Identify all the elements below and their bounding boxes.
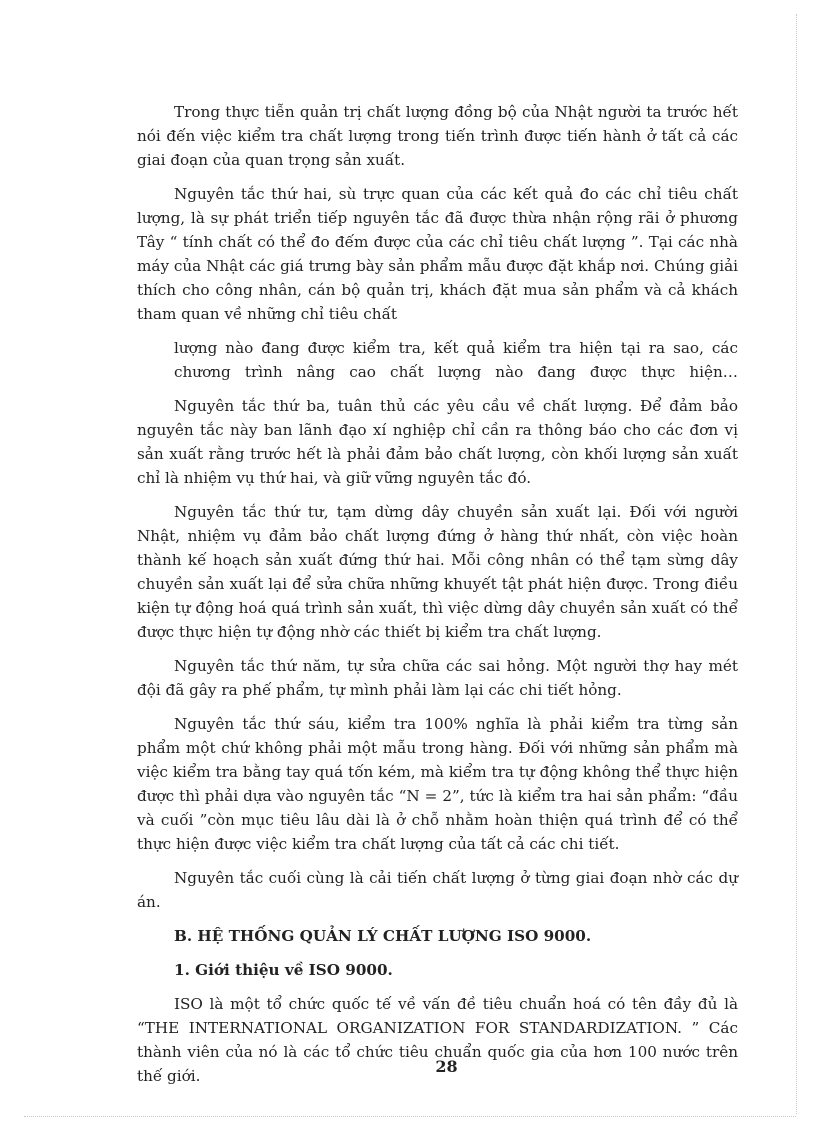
paragraph-final-principle: Nguyên tắc cuối cùng là cải tiến chất lượng ở từng giai đoạn nhờ các dự án. — [137, 869, 738, 911]
page-border-bottom — [24, 1116, 796, 1117]
paragraph-principle-two: Nguyên tắc thứ hai, sù trực quan của các kết quả đo các chỉ tiêu chất lượng, là sự phát triển tiếp nguyên tắc đã được thừa nhận rộng rãi ở phương Tây “ tính chất có thể đo đếm được của các chỉ tiêu chất lượng ”. Tại các nhà máy của Nhật các giá trưng bày sản phẩm mẫu được đặt khắp nơi. Chúng giải thích cho công nhân, cán bộ quản trị, khách đặt mua sản phẩm và cả khách tham quan về những chỉ tiêu chất — [137, 185, 738, 323]
paragraph-iso-description: ISO là một tổ chức quốc tế về vấn đề tiêu chuẩn hoá có tên đầy đủ là “THE INTERNATIONAL ORGANIZATION FOR STANDARDIZATION. ” Các thành viên của nó là các tổ chức tiêu chuẩn quốc gia của hơn 100 nước trên thế giới. — [137, 995, 738, 1085]
paragraph-principle-five: Nguyên tắc thứ năm, tự sửa chữa các sai hỏng. Một người thợ hay mét đội đã gây ra phế phẩm, tự mình phải làm lại các chi tiết hỏng. — [137, 657, 738, 699]
paragraph-japan-quality-control: Trong thực tiễn quản trị chất lượng đồng bộ của Nhật người ta trước hết nói đến việc kiểm tra chất lượng trong tiến trình được tiến hành ở tất cả các giai đoạn của quan trọng sản xuất. — [137, 103, 738, 169]
paragraph-principle-four: Nguyên tắc thứ tư, tạm dừng dây chuyền sản xuất lại. Đối với người Nhật, nhiệm vụ đảm bảo chất lượng đứng ở hàng thứ nhất, còn việc hoàn thành kế hoạch sản xuất đứng thứ hai. Mỗi công nhân có thể tạm sừng dây chuyền sản xuất lại để sửa chữa những khuyết tật phát hiện được. Trong điều kiện tự động hoá quá trình sản xuất, thì việc dừng dây chuyền sản xuất có thể được thực hiện tự động nhờ các thiết bị kiểm tra chất lượng. — [137, 503, 738, 641]
subsection-heading-iso-intro: 1. Giới thiệu về ISO 9000. — [174, 961, 393, 979]
page-number: 28 — [435, 1057, 458, 1076]
section-heading-iso-9000: B. HỆ THỐNG QUẢN LÝ CHẤT LƯỢNG ISO 9000. — [174, 927, 592, 945]
paragraph-principle-three: Nguyên tắc thứ ba, tuân thủ các yêu cầu về chất lượng. Để đảm bảo nguyên tắc này ban lãnh đạo xí nghiệp chỉ cần ra thông báo cho các đơn vị sản xuất rằng trước hết là phải đảm bảo chất lượng, còn khối lượng sản xuất chỉ là nhiệm vụ thứ hai, và giữ vững nguyên tắc đó. — [137, 397, 738, 487]
page-content — [137, 100, 738, 1098]
page-border-right — [796, 14, 797, 1114]
paragraph-principle-two-continued: lượng nào đang được kiểm tra, kết quả kiểm tra hiện tại ra sao, các chương trình nâng cao chất lượng nào đang được thực hiện… — [174, 339, 738, 381]
paragraph-principle-six: Nguyên tắc thứ sáu, kiểm tra 100% nghĩa là phải kiểm tra từng sản phẩm một chứ không phải một mẫu trong hàng. Đối với những sản phẩm mà việc kiểm tra bằng tay quá tốn kém, mà kiểm tra tự động không thể thực hiện được thì phải dựa vào nguyên tắc “N = 2”, tức là kiểm tra hai sản phẩm: “đầu và cuối ”còn mục tiêu lâu dài là ở chỗ nhằm hoàn thiện quá trình để có thể thực hiện được việc kiểm tra chất lượng của tất cả các chi tiết. — [137, 715, 738, 853]
